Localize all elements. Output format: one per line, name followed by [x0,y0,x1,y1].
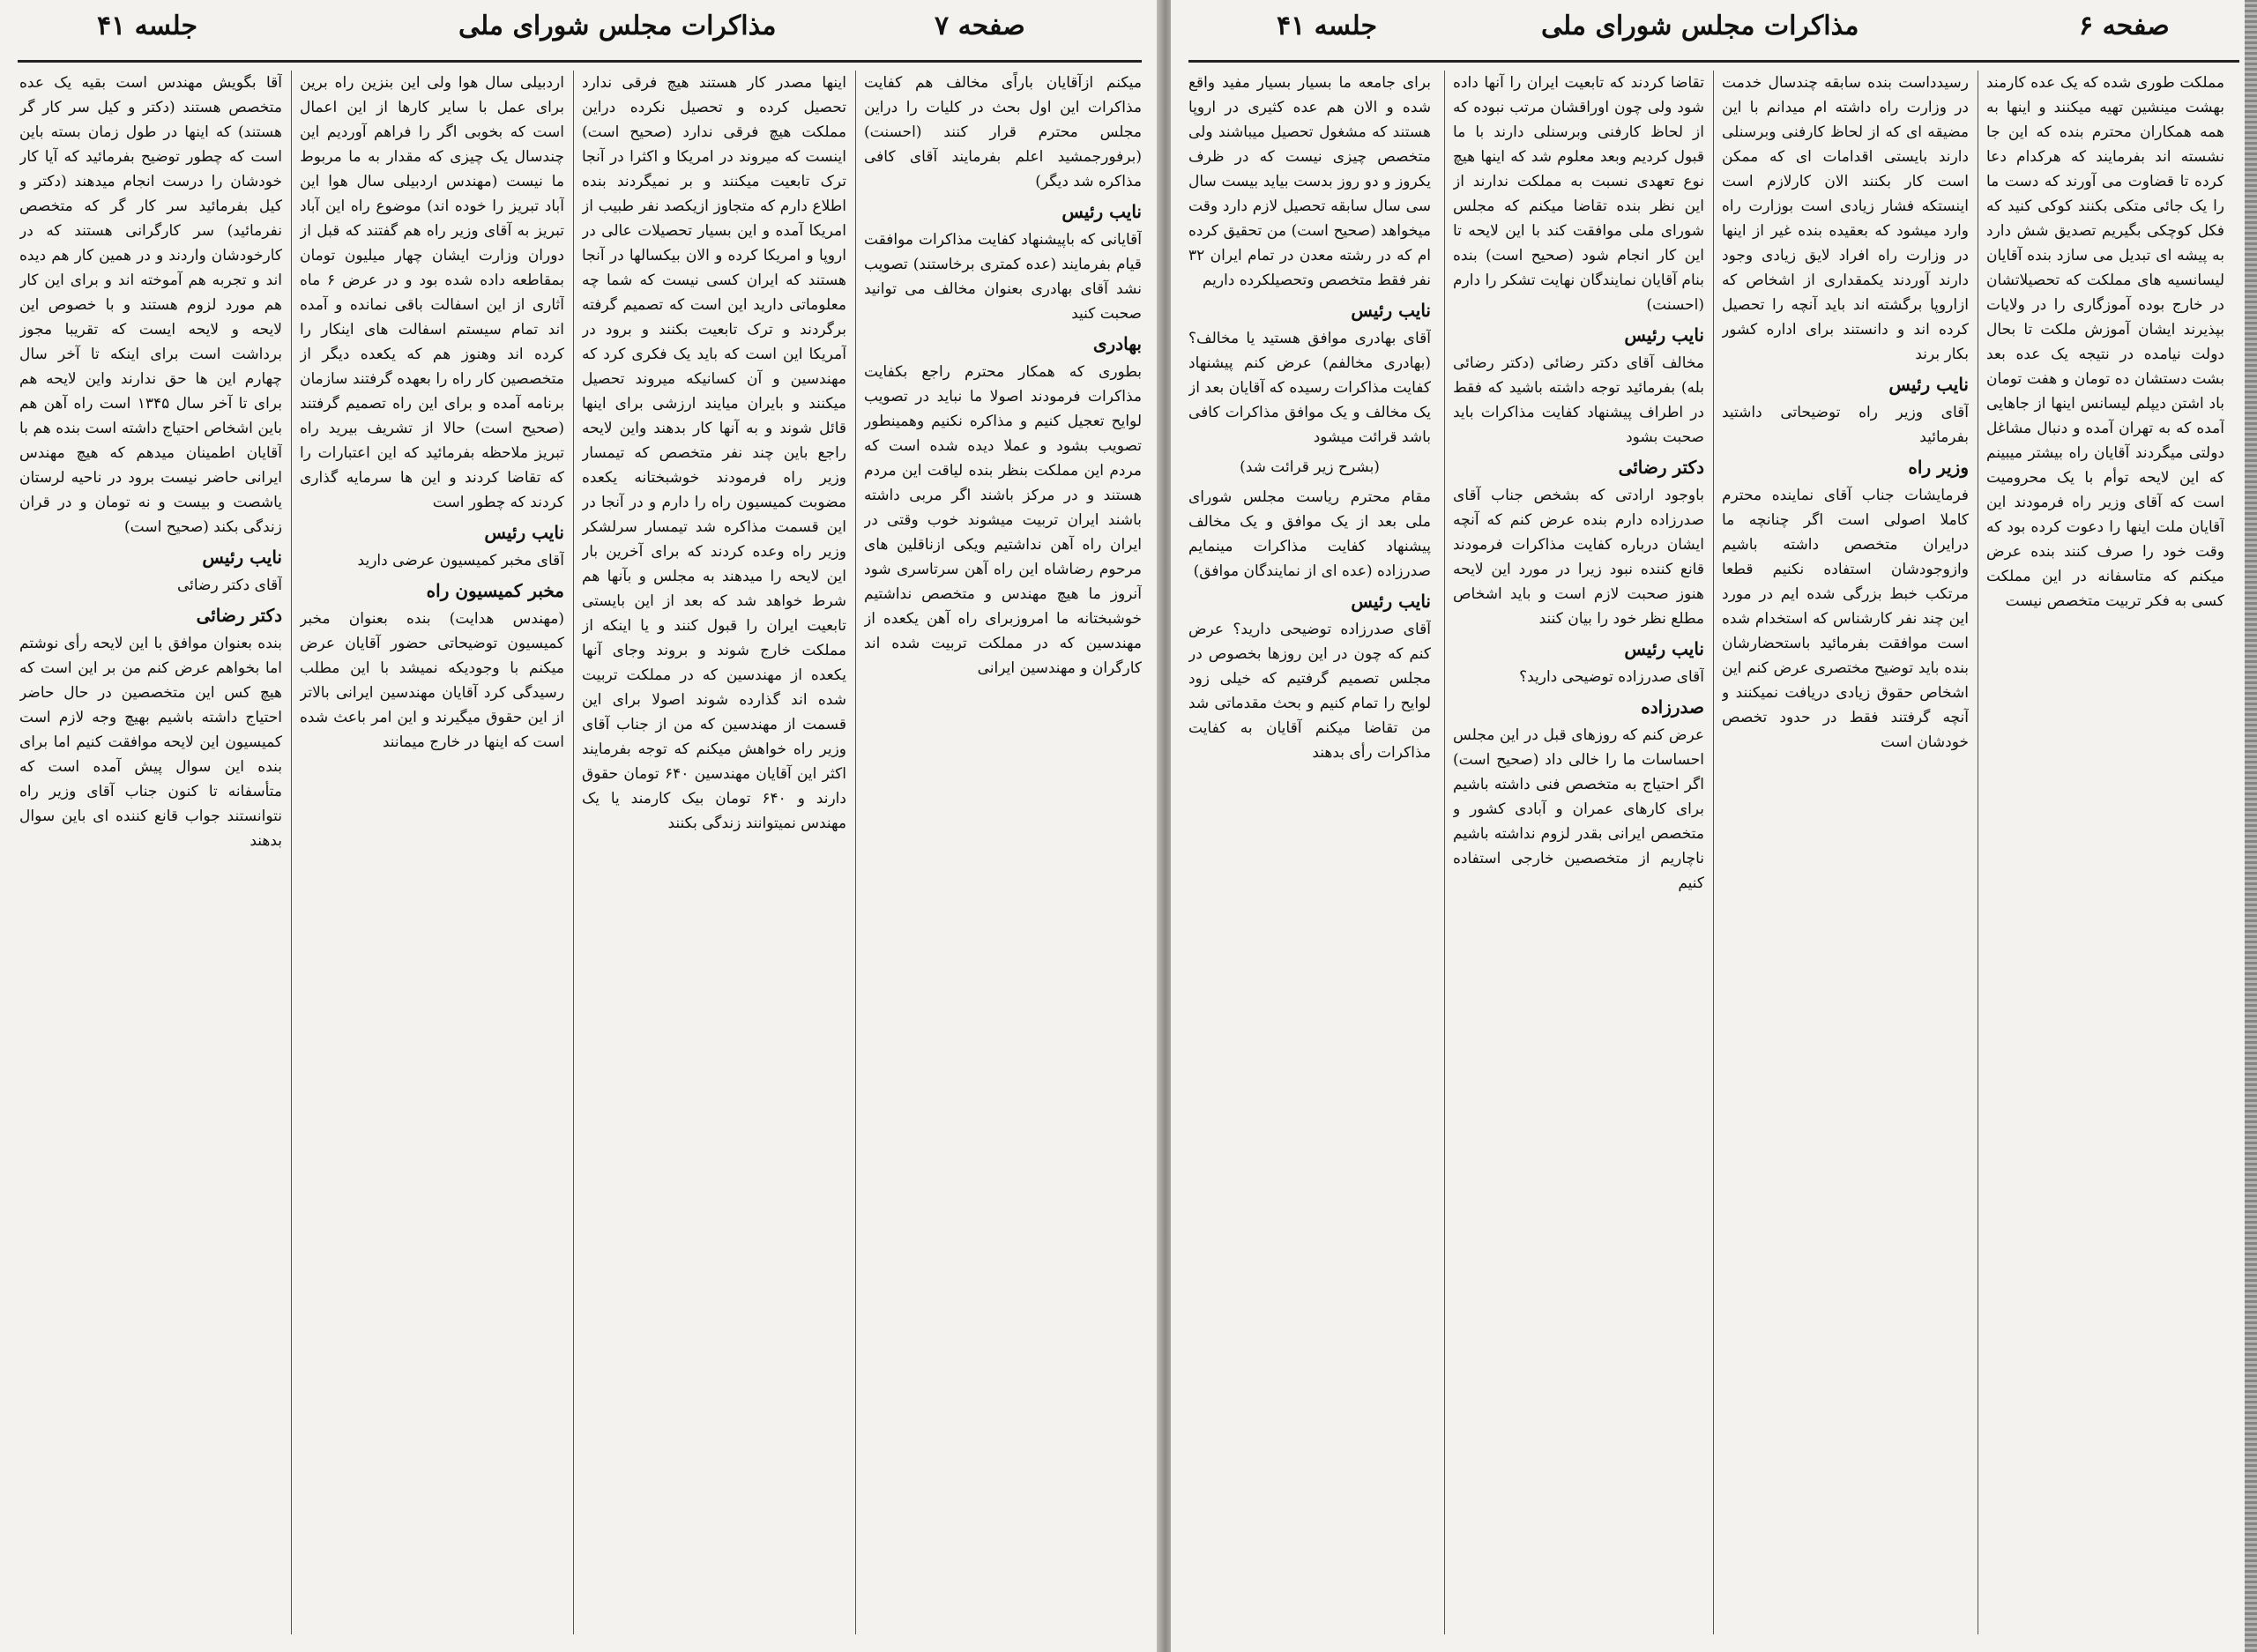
paragraph: فرمایشات جناب آقای نماینده محترم کاملا اصولی است اگر چنانچه ما درایران متخصص داشته باشیم وازوجودشان استفاده نکنیم قطعا مرتکب خبط بزرگی شده ایم در مورد این چند نفر کارشناس که استخدام شده است موافقت بفرمائید باستحضارشان بنده باید توضیح مختصری عرض کنم این اشخاص حقوق زیادی دریافت نمیکنند و آنچه گرفتند فقط در حدود تخصص خودشان است [1722,487,1969,751]
header-rule [1188,60,2239,63]
page-title: مذاکرات مجلس شورای ملی [1541,11,1859,41]
paragraph: آقا بگویش مهندس است بقیه یک عده متخصص هستند (دکتر و کیل سر کار گر هستند) که اینها در طول زمان بسته باین است که چطور توضیح بفرمائید که آیا کار خودشان را درست انجام میدهند (دکتر و کیل بفرمائید سر کار گر که متخصص نفرمائید) سر کارگرانی هستند که در کارخودشان واردند و در همین کار هم دیده اند و تجربه هم آموخته اند و برای این کار هم مورد لزوم هستند و با خصوص این لایحه و لایحه ایست که تقریبا مجوز برداشت است برای اینکه تا آخر سال چهارم این ها حق ندارند واین لایحه هم برای تا آخر سال ۱۳۴۵ است راه آهن هم باین اشخاص احتیاج داشته است بنده هم با آقایان اطمینان میدهم که هیچ مهندس ایرانی حاضر نیست برود در ناحیه لرستان یاشصت و بیست و نه تومان و در قران زندگی بکند (صحیح است) [19,74,282,536]
speaker-name: صدرزاده [1641,696,1704,718]
paragraph: اردبیلی سال هوا ولی این بنزین راه برین برای عمل با سایر کارها از این اعمال است که بخوبی اگر را فراهم آوردیم این چندسال یک چیزی که مقدار به ما مربوط ما نیست (مهندس اردبیلی سال هوا این آباد تبریز را خوده اند) موضوع راه این آباد تبریز به آقای وزیر راه هم گفتند که قبل از دوران وزارت ایشان چهار میلیون تومان بمقاطعه داده شده بود و در عرض ۶ ماه آثاری از این اسفالت باقی نمانده و آمده اند تمام سیستم اسفالت های اینکار را کرده اند وهنوز هم که یکعده دیگر از متخصصین کار راه را بعهده گرفتند سازمان برنامه آمده و برای این راه تصمیم گرفتند (صحیح است) حالا از تشریف بیرید راه تبریز ملاحظه بفرمائید که این اعتبارات را که تقاضا کردند و این ها سرمایه گذاری کردند که چطور است [300,74,564,511]
paragraph: باوجود ارادتی که بشخص جناب آقای صدرزاده دارم بنده عرض کنم که آنچه ایشان درباره کفایت مذاکرات فرمودند قانع کننده نبود زیرا در مورد این لایحه هنوز صحبت لازم است و باید اشخاص مطلع نظر خود را بیان کنند [1453,487,1704,628]
paragraph: بطوری که همکار محترم راجع بکفایت مذاکرات فرمودند اصولا ما نباید در تصویب لوایح تعجیل کنیم و مذاکره نکنیم وهمینطور تصویب بشود و عملا دیده شده است که مردم این مملکت بنظر بنده لیاقت این مردم هستند و در مرکز باشند اگر مربی داشته باشند ایران تربیت میشوند خوب وقتی در ایران راه آهن نداشتیم ویکی ازناقلین های مرحوم رضاشاه این راه آهن سرتاسری شود آنروز ما هیچ مهندس و متخصص نداشتیم خوشبختانه ما امروزبرای راه آهن یکعده از مهندسین که در مملکت تربیت شده اند کارگران و مهندسین ایرانی [864,363,1142,677]
speaker-name: دکتر رضائی [196,605,282,626]
page-number: صفحه ۶ [2079,11,2170,41]
left-page-header [0,0,1159,62]
column-2 [582,71,846,1641]
speaker-name: دکتر رضائی [1618,457,1704,478]
paragraph: مقام محترم ریاست مجلس شورای ملی بعد از یک موافق و یک مخالف پیشنهاد کفایت مذاکرات مینمایم صدرزاده (عده ای از نمایندگان موافق) [1188,488,1431,580]
column-divider [855,71,856,1634]
paragraph: آقای بهادری موافق هستید یا مخالف؟ (بهادری مخالفم) عرض کنم پیشنهاد کفایت مذاکرات رسیده که آقایان بعد از یک مخالف و یک موافق مذاکرات کافی باشد قرائت میشود [1188,330,1431,446]
speaker-name: نایب رئیس [1351,591,1431,612]
column-divider [291,71,292,1634]
speaker-name: بهادری [1092,333,1142,354]
speaker-name: نایب رئیس [1351,300,1431,321]
session-number: جلسه ۴۱ [1277,11,1378,41]
column-2 [1722,71,1969,1641]
speaker-name: مخبر کمیسیون راه [426,580,564,601]
column-1 [1986,71,2224,1641]
paragraph: بنده بعنوان موافق با این لایحه رأی نوشتم اما بخواهم عرض کنم من بر این است که هیچ کس این متخصصین در حال حاضر احتیاج داشته باشیم بهیچ وجه لازم است کمیسیون این لایحه موافقت کنیم اما برای بنده این سوال پیش آمده است که متأسفانه تا کنون جناب آقای وزیر راه نتوانستند جواب قانع کننده ای باین سوال بدهند [19,635,282,850]
speaker-name: نایب رئیس [202,547,282,568]
paragraph: برای جامعه ما بسیار بسیار مفید واقع شده و الان هم عده کثیری در اروپا هستند که مشغول تحصیل میباشند ولی متخصص چیزی نیست که در ظرف یکروز و دو روز بدست بیاید بیست سال سی سال سابقه تحصیل لازم دارد وقت میخواهد (صحیح است) من تحقیق کرده ام که در رشته معدن در تمام ایران ۳۲ نفر فقط متخصص وتحصیلکرده داریم [1188,74,1431,289]
speaker-name: نایب رئیس [1624,324,1704,346]
paragraph: میکنم ازآقایان باراًی مخالف هم کفایت مذاکرات این اول بحث در کلیات را دراین مجلس محترم قرار کنند (احسنت) (برفورجمشید اعلم بفرمایند آقای کافی مذاکره شد دیگر) [864,74,1142,190]
speaker-name: نایب رئیس [1061,201,1142,222]
paragraph: آقای صدرزاده توضیحی دارید؟ [1519,668,1704,686]
paragraph: مملکت طوری شده که یک عده کارمند بهشت مینشین تهیه میکنند و اینها به همه همکاران محترم بنده که این جا نشسته اند بفرمایند که هرکدام دعا کرده تا قضاوت می آورند که دست ما را یک جائی متکی بکنند کوکی کنید که فکل کوچکی بگیریم تصدیق شش دارد به پیشه ای تبدیل می سازد بنده آقایان لیسانسیه های مملکت که تحصیلاتشان در خارج بوده آموزگاری را در ولایات بپذیرند ایشان آموزش ملکت تا بحال دولت نیامده در نتیجه یک عده بعد بشت دستشان ده تومان و هفت تومان باد اشتن دیپلم لیسانس اینها از جاهایی آمده که به تهران آمده و دنبال مشاغل دولتی میگردند آقایان راه بیشتر میبینم که این لایحه توأم با یک محرومیت است که آقای وزیر راه فرمودند این آقایان ملت اینها را دعوت کرده بود که وقت خود را صرف کنند بنده عرض میکنم که متاسفانه در این مملکت کسی به فکر تربیت متخصص نیست [1986,74,2224,610]
session-number: جلسه ۴۱ [97,11,198,41]
page-title: مذاکرات مجلس شورای ملی [458,11,777,41]
paragraph: (مهندس هدایت) بنده بعنوان مخبر کمیسیون توضیحاتی حضور آقایان عرض میکنم با وجودیکه نمیشد با این مطلب رسیدگی کرد آقایان مهندسین ایرانی بالاتر از این حقوق میگیرند و این امر باعث شده است که اینها در خارج میمانند [300,610,564,751]
paragraph: عرض کنم که روزهای قبل در این مجلس احساسات ما را خالی داد (صحیح است) اگر احتیاج به متخصص فنی داشته باشیم برای کارهای عمران و آبادی کشور و متخصص ایرانی بقدر لزوم نداشته باشیم ناچاریم از متخصصین خارجی استفاده کنیم [1453,726,1704,892]
column-3 [300,71,564,1641]
read-note: (بشرح زیر قرائت شد) [1240,458,1380,476]
paragraph: آقای مخبر کمیسیون عرضی دارید [357,552,564,569]
paragraph: تقاضا کردند که تابعیت ایران را آنها داده شود ولی چون اوراقشان مرتب نبوده که از لحاظ کارفنی وبرسنلی دارند با ما قبول کردیم وبعد معلوم شد که اینها هیچ نوع تعهدی نسبت به مملکت ندارند از این نظر بنده تقاضا میکنم که مجلس شورای ملی موافقت کند با این لایحه تا این کار انجام شود (صحیح است) بنده بنام آقایان نمایندگان نهایت تشکر را دارم (احسنت) [1453,74,1704,314]
paragraph: آقای صدرزاده توضیحی دارید؟ عرض کنم که چون در این روزها بخصوص در مجلس تصمیم گرفتیم که خیلی زود لوایح را تمام کنیم و بحث مقدماتی شد من تقاضا میکنم آقایان به کفایت مذاکرات رأی بدهند [1188,621,1431,762]
paragraph: آقای وزیر راه توضیحاتی داشتید بفرمائید [1722,404,1969,446]
column-divider [1444,71,1445,1634]
scan-edge [2245,0,2257,1652]
paragraph: رسیدداست بنده سابقه چندسال خدمت در وزارت راه داشته ام میدانم با این مضیقه ای که از لحاظ کارفنی وبرسنلی دارند بایستی اقدامات ای که ممکن است کار بکنند الان کارلازم است اینستکه فشار زیادی است بوزارت راه وارد میشود که بعقیده بنده غیر از اینها در وزارت راه افراد لایق زیادی وجود دارند آوردند یکمقداری از اشخاص که ازاروپا برگشته اند باید آنچه را تحصیل کرده اند و دانستند برای اداره کشور بکار برند [1722,74,1969,363]
page-number: صفحه ۷ [935,11,1025,41]
speaker-name: نایب رئیس [1624,638,1704,659]
paragraph: آقایانی که باپیشنهاد کفایت مذاکرات موافقت قیام بفرمایند (عده کمتری برخاستند) تصویب نشد آقای بهادری بعنوان مخالف می توانید صحبت کنید [864,231,1142,323]
column-3 [1453,71,1704,1641]
column-divider [573,71,574,1634]
paragraph: آقای دکتر رضائی [176,577,282,594]
column-1 [864,71,1142,1641]
speaker-name: وزیر راه [1908,457,1969,478]
speaker-name: نایب رئیس [484,522,564,543]
paragraph: اینها مصدر کار هستند هیچ فرقی ندارد تحصیل کرده و تحصیل نکرده دراین مملکت هیچ فرقی ندارد (صحیح است) اینست که میروند در امریکا و اکثرا در آنجا ترک تابعیت میکنند و بر نمیگردند بنده اطلاع دارم که متجاوز ازیکصد نفر طبیب از امریکا آمده و این بسیار تحصیلات عالی در اروپا و امریکا کرده و الان بیکسالها در آنجا هستند که ایران کسی نیست که شما چه معلوماتی دارید این است که تصمیم گرفته برگردند و ترک تابعیت بکنند و برود در آمریکا این است که باید یک فکری کرد که مهندسین و آن کسانیکه میروند تحصیل میکنند و بایران میایند ارزشی برای اینها قائل شوند و به آنها کار بدهند واین لایحه راجع باین چند نفر متخصص که تیمسار وزیر راه فرمودند خوشبختانه یکعده مضوبت کمیسیون راه را دارم و در آنجا در این قسمت مذاکره شد تیمسار سرلشکر وزیر راه وعده کردند که برای آخرین بار این لایحه را میدهند به مجلس و بآنها هم شرط خواهد شد که بعد از این بایستی تابعیت ایران را قبول کنند و یا اینکه از مملکت خارج شوند و بروند وجای آنها یکعده از مهندسین که در مملکت تربیت شده اند گذارده شوند اصولا برای این قسمت از مهندسین که من از جناب آقای وزیر راه خواهش میکنم که توجه بفرمایند اکثر این آقایان مهندسین ۶۴۰ تومان حقوق دارند و ۶۴۰ تومان بیک کارمند یا یک مهندس نمیتوانند زندگی بکنند [582,74,846,832]
speaker-name: نایب رئیس [1888,374,1969,395]
column-4 [1188,71,1431,1641]
header-rule [18,60,1142,63]
column-4 [19,71,282,1641]
right-page-header [1171,0,2257,62]
right-page [1171,0,2257,1652]
paragraph: مخالف آقای دکتر رضائی (دکتر رضائی بله) بفرمائید توجه داشته باشید که فقط در اطراف پیشنهاد کفایت مذاکرات باید صحبت بشود [1453,354,1704,446]
column-divider [1713,71,1714,1634]
